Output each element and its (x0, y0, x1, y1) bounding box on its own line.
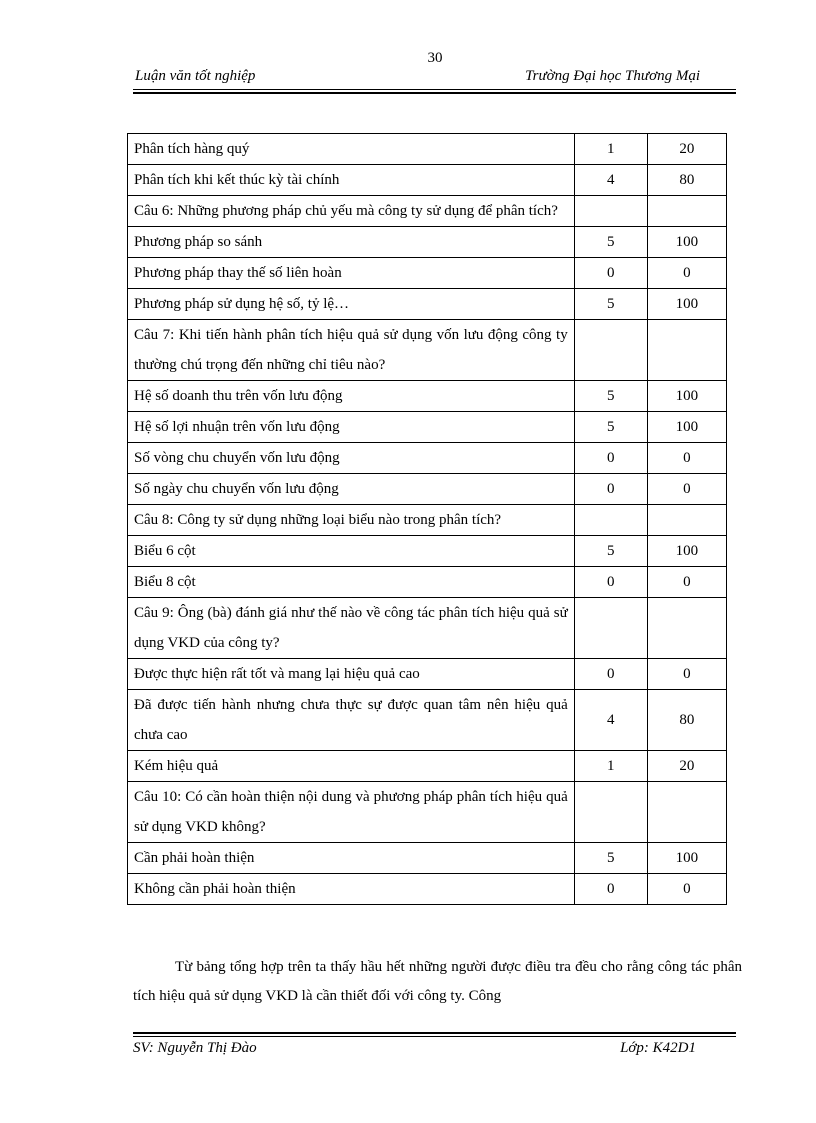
row-percent-cell: 100 (647, 843, 726, 874)
table-row (128, 165, 727, 196)
table-row (128, 134, 727, 165)
survey-results-table (127, 133, 727, 905)
row-percent-cell: 0 (647, 258, 726, 289)
row-label-cell: Phân tích hàng quý (128, 134, 575, 165)
row-count-cell: 0 (574, 258, 647, 289)
row-label-cell: Kém hiệu quả (128, 751, 575, 782)
header-university-name: Trường Đại học Thương Mại (525, 68, 700, 84)
row-label-cell: Biểu 8 cột (128, 567, 575, 598)
table-row (128, 782, 727, 843)
header-rule-top (133, 89, 736, 90)
row-count-cell: 5 (574, 289, 647, 320)
row-label-cell: Phân tích khi kết thúc kỳ tài chính (128, 165, 575, 196)
row-label-cell: Hệ số lợi nhuận trên vốn lưu động (128, 412, 575, 443)
row-count-cell: 0 (574, 443, 647, 474)
row-percent-cell: 0 (647, 874, 726, 905)
footer-class-code: Lớp: K42D1 (620, 1040, 696, 1056)
row-percent-cell: 80 (647, 690, 726, 751)
table-row (128, 751, 727, 782)
row-count-cell: 0 (574, 474, 647, 505)
table-row (128, 381, 727, 412)
row-percent-cell (647, 320, 726, 381)
table-row (128, 690, 727, 751)
row-count-cell: 0 (574, 659, 647, 690)
row-label-cell: Câu 6: Những phương pháp chủ yếu mà công ty sử dụng để phân tích? (128, 196, 575, 227)
table-row (128, 412, 727, 443)
row-label-cell: Số ngày chu chuyển vốn lưu động (128, 474, 575, 505)
row-count-cell: 4 (574, 165, 647, 196)
row-label-cell: Câu 9: Ông (bà) đánh giá như thế nào về công tác phân tích hiệu quả sử dụng VKD của công ty? (128, 598, 575, 659)
row-count-cell (574, 505, 647, 536)
row-count-cell: 5 (574, 843, 647, 874)
row-percent-cell: 0 (647, 567, 726, 598)
row-percent-cell (647, 598, 726, 659)
table-row (128, 443, 727, 474)
row-label-cell: Hệ số doanh thu trên vốn lưu động (128, 381, 575, 412)
row-label-cell: Phương pháp sử dụng hệ số, tỷ lệ… (128, 289, 575, 320)
footer-rule-bottom (133, 1036, 736, 1037)
table-row (128, 258, 727, 289)
row-percent-cell (647, 782, 726, 843)
row-label-cell: Câu 10: Có cần hoàn thiện nội dung và phương pháp phân tích hiệu quả sử dụng VKD không? (128, 782, 575, 843)
row-percent-cell: 20 (647, 751, 726, 782)
table-row (128, 598, 727, 659)
row-percent-cell: 20 (647, 134, 726, 165)
page-header (133, 66, 736, 88)
row-label-cell: Câu 7: Khi tiến hành phân tích hiệu quả sử dụng vốn lưu động công ty thường chú trọng đến những chỉ tiêu nào? (128, 320, 575, 381)
row-percent-cell: 0 (647, 474, 726, 505)
row-count-cell: 5 (574, 227, 647, 258)
row-label-cell: Phương pháp so sánh (128, 227, 575, 258)
row-label-cell: Đã được tiến hành nhưng chưa thực sự được quan tâm nên hiệu quả chưa cao (128, 690, 575, 751)
row-percent-cell: 100 (647, 412, 726, 443)
row-label-cell: Biểu 6 cột (128, 536, 575, 567)
row-count-cell: 0 (574, 874, 647, 905)
table-row (128, 659, 727, 690)
row-count-cell: 5 (574, 536, 647, 567)
row-percent-cell: 80 (647, 165, 726, 196)
row-label-cell: Không cần phải hoàn thiện (128, 874, 575, 905)
row-percent-cell: 0 (647, 443, 726, 474)
body-paragraph: Từ bảng tổng hợp trên ta thấy hầu hết những người được điều tra đều cho rằng công tác phân tích hiệu quả sử dụng VKD là cần thiết đối với công ty. Công (133, 959, 742, 1004)
table-row (128, 474, 727, 505)
header-rule-bottom (133, 92, 736, 94)
row-percent-cell: 100 (647, 227, 726, 258)
row-count-cell (574, 320, 647, 381)
row-count-cell: 5 (574, 412, 647, 443)
row-count-cell (574, 598, 647, 659)
table-row (128, 505, 727, 536)
row-count-cell: 4 (574, 690, 647, 751)
row-label-cell: Số vòng chu chuyển vốn lưu động (128, 443, 575, 474)
row-count-cell (574, 782, 647, 843)
row-count-cell: 1 (574, 134, 647, 165)
table-row (128, 843, 727, 874)
row-label-cell: Được thực hiện rất tốt và mang lại hiệu quả cao (128, 659, 575, 690)
row-label-cell: Phương pháp thay thế số liên hoàn (128, 258, 575, 289)
table-row (128, 536, 727, 567)
header-thesis-title: Luận văn tốt nghiệp (135, 68, 256, 84)
row-count-cell: 0 (574, 567, 647, 598)
row-percent-cell (647, 505, 726, 536)
row-percent-cell (647, 196, 726, 227)
row-percent-cell: 100 (647, 381, 726, 412)
table-row (128, 320, 727, 381)
row-percent-cell: 100 (647, 289, 726, 320)
table-row (128, 196, 727, 227)
footer-student-name: SV: Nguyễn Thị Đào (133, 1040, 257, 1056)
table-row (128, 874, 727, 905)
row-percent-cell: 0 (647, 659, 726, 690)
page-footer (133, 1038, 736, 1060)
row-count-cell (574, 196, 647, 227)
row-count-cell: 5 (574, 381, 647, 412)
row-percent-cell: 100 (647, 536, 726, 567)
row-label-cell: Câu 8: Công ty sử dụng những loại biểu nào trong phân tích? (128, 505, 575, 536)
page-number: 30 (427, 50, 443, 66)
row-count-cell: 1 (574, 751, 647, 782)
row-label-cell: Cần phải hoàn thiện (128, 843, 575, 874)
table-row (128, 567, 727, 598)
table-row (128, 289, 727, 320)
footer-rule-top (133, 1032, 736, 1034)
table-row (128, 227, 727, 258)
